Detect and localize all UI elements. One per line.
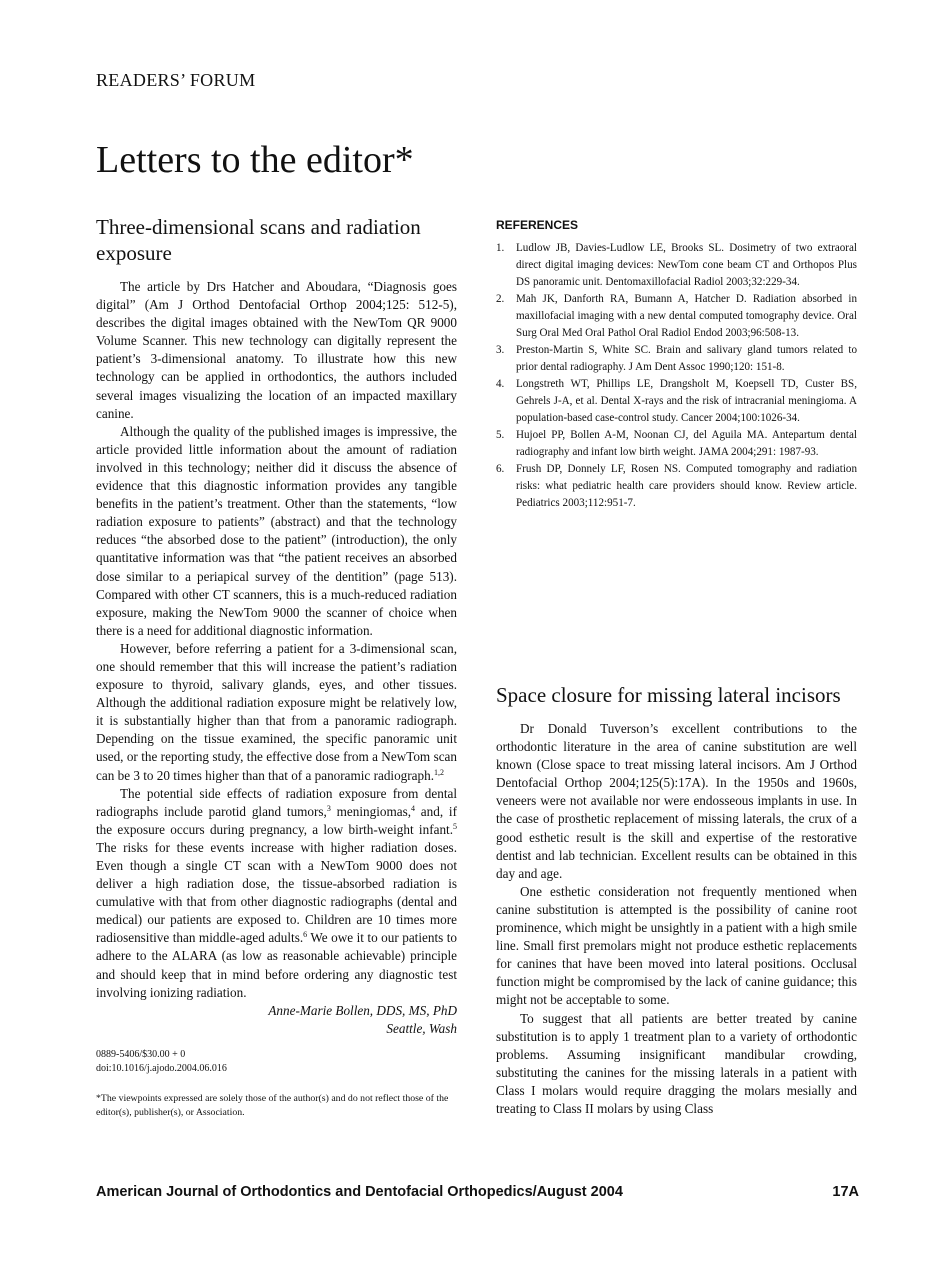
reference-text: Preston-Martin S, White SC. Brain and salivary gland tumors related to prior dental radiography. J Am Dent Assoc 1990;120: 151-8. (516, 344, 857, 373)
right-column (496, 218, 857, 1116)
left-column (96, 214, 457, 1120)
issn-line: 0889-5406/$30.00 + 0 (96, 1048, 186, 1060)
author-location: Seattle, Wash (386, 1020, 457, 1036)
citation-superscript: 6 (303, 930, 308, 940)
references-list (496, 240, 857, 512)
references-heading: REFERENCES (496, 218, 579, 232)
reference-number: 3. (496, 344, 505, 356)
reference-number: 2. (496, 293, 505, 305)
reference-number: 5. (496, 429, 505, 441)
citation-superscript: 3 (326, 803, 331, 813)
reference-number: 6. (496, 463, 505, 475)
citation-superscript: 1,2 (434, 767, 445, 777)
paragraph-text: The risks for these events increase with higher radiation doses. Even though a single CT scan with a NewTom 9000 does not deliver a high radiation dose, the tissue-absorbed radiation is cumulative with that from other diagnostic radiographs (dental and medical) our patients are exposed to. Children are 10 times more radiosensitive than middle-aged adults. (96, 839, 457, 946)
reference-text: Frush DP, Donnely LF, Rosen NS. Computed tomography and radiation risks: what pediatric health care providers should know. Review article. Pediatrics 2003;112:951-7. (516, 463, 857, 509)
citation-superscript: 5 (453, 821, 457, 831)
reference-item (496, 240, 857, 291)
paragraph-text: The potential side effects of radiation exposure from dental radiographs include parotid gland tumors, (96, 785, 457, 819)
reference-number: 1. (496, 242, 505, 254)
reference-text: Hujoel PP, Bollen A-M, Noonan CJ, del Aguila MA. Antepartum dental radiography and infant low birth weight. JAMA 2004;291: 1987-93. (516, 429, 857, 458)
paragraph (96, 785, 457, 1002)
paragraph: One esthetic consideration not frequently mentioned when canine substitution is attempted is the possibility of canine root prominence, which might be unsightly in a patient with a high smile line. Small first premolars might not produce esthetic replacements for canines that have been moved into lateral positions. Occlusal function might be compromised by the lack of canine guidance; this might not be acceptable to some. (496, 883, 857, 1008)
paragraph: The article by Drs Hatcher and Aboudara, “Diagnosis goes digital” (Am J Orthod Dentofacial Orthop 2004;125: 512-5), describes the digital images obtained with the NewTom QR 9000 Volume Scanner. This new technology can digitally represent the patient’s 3-dimensional anatomy. To illustrate how this new technology can be applied in orthodontics, the authors included several images visualizing the location of an impacted maxillary canine. (96, 279, 457, 421)
footnote: *The viewpoints expressed are solely those of the author(s) and do not reflect those of the editor(s), publisher(s), or Association. (96, 1092, 449, 1118)
paragraph-text: meningiomas, (330, 803, 411, 819)
reference-text: Ludlow JB, Davies-Ludlow LE, Brooks SL. Dosimetry of two extraoral direct digital imaging devices: NewTom cone beam CT and Orthopos Plus DS panoramic unit. Dentomaxillofacial Radiol 2003;32:229-34. (516, 242, 857, 288)
paragraph: To suggest that all patients are better treated by canine substitution is to apply 1 treatment plan to a variety of orthodontic problems. Assuming insignificant mandibular crowding, substituting the canines for the missing laterals in a patient with Class I molars would require dragging the molars mesially and treating to Class II molars by using Class (496, 1010, 857, 1116)
reference-item (496, 342, 857, 376)
reference-number: 4. (496, 378, 505, 390)
paragraph-text: We owe it to our patients to adhere to the ALARA (as low as reasonable achievable) principle and should keep that in mind before ordering any diagnostic test involving ionizing radiation. (96, 930, 457, 1000)
reference-item (496, 376, 857, 427)
paragraph (96, 640, 457, 785)
reference-item (496, 461, 857, 512)
article-title-radiation: Three-dimensional scans and radiation exposure (96, 215, 421, 265)
article-space-closure (496, 682, 857, 1118)
article-metadata (96, 1048, 457, 1076)
paragraph: Although the quality of the published images is impressive, the article provided little information about the amount of radiation involved in this technology; neither did it discuss the absence of evidence that this diagnostic information provides any tangible benefits in the patient’s treatment. Other than the statements, “low radiation exposure to patients” (abstract) and that the technology reduces “the absorbed dose to the patient” (introduction), the only quantitative information was that “the patient receives an absorbed dose similar to a periapical survey of the dentition” (page 513). Compared with other CT scanners, this is a much-reduced radiation exposure, making the NewTom 9000 the scanner of choice when there is a need for additional diagnostic information. (96, 423, 457, 638)
paragraph: Dr Donald Tuverson’s excellent contributions to the orthodontic literature in the area of canine substitution are well known (Close space to treat missing lateral incisors. Am J Orthod Dentofacial Orthop 2004;125(5):17A). In the 1950s and 1960s, veneers were not available nor were endosseous implants in use. In the case of prosthetic replacement of missing laterals, the crux of a good esthetic result is the skill and expertise of the restorative dentist and lab technician. Excellent results can be obtained in this day and age. (496, 721, 857, 881)
paragraph-text: and, if the exposure occurs during pregnancy, a low birth-weight infant. (96, 803, 457, 837)
section-label: READERS’ FORUM (96, 70, 256, 90)
reference-item (496, 291, 857, 342)
author-signature: Anne-Marie Bollen, DDS, MS, PhD (268, 1002, 457, 1018)
reference-text: Longstreth WT, Phillips LE, Drangsholt M, Koepsell TD, Custer BS, Gehrels J-A, et al. Dental X-rays and the risk of intracranial meningioma. A population-based case-control study. Cancer 2004;100:1026-34. (516, 378, 857, 424)
doi-line: doi:10.1016/j.ajodo.2004.06.016 (96, 1062, 227, 1074)
page-title: Letters to the editor* (96, 139, 414, 181)
citation-superscript: 4 (411, 803, 415, 813)
article-title-space-closure: Space closure for missing lateral incisors (496, 683, 841, 707)
page-number: 17A (832, 1184, 859, 1200)
paragraph-text: However, before referring a patient for a 3-dimensional scan, one should remember that this will increase the patient’s radiation exposure to thyroid, salivary glands, eyes, and other tissues. Although the additional radiation exposure might be relatively low, it is substantially higher than that from a panoramic radiograph. Depending on the tissue examined, the specific panoramic unit used, or the reporting study, the effective dose from a NewTom scan can be 3 to 20 times higher than that of a panoramic radiograph. (96, 640, 457, 783)
reference-item (496, 427, 857, 461)
reference-text: Mah JK, Danforth RA, Bumann A, Hatcher D. Radiation absorbed in maxillofacial imaging with a new dental computed tomography device. Oral Surg Oral Med Oral Pathol Oral Radiol Endod 2003;96:508-13. (516, 293, 857, 339)
journal-name: American Journal of Orthodontics and Dentofacial Orthopedics/August 2004 (96, 1184, 623, 1200)
